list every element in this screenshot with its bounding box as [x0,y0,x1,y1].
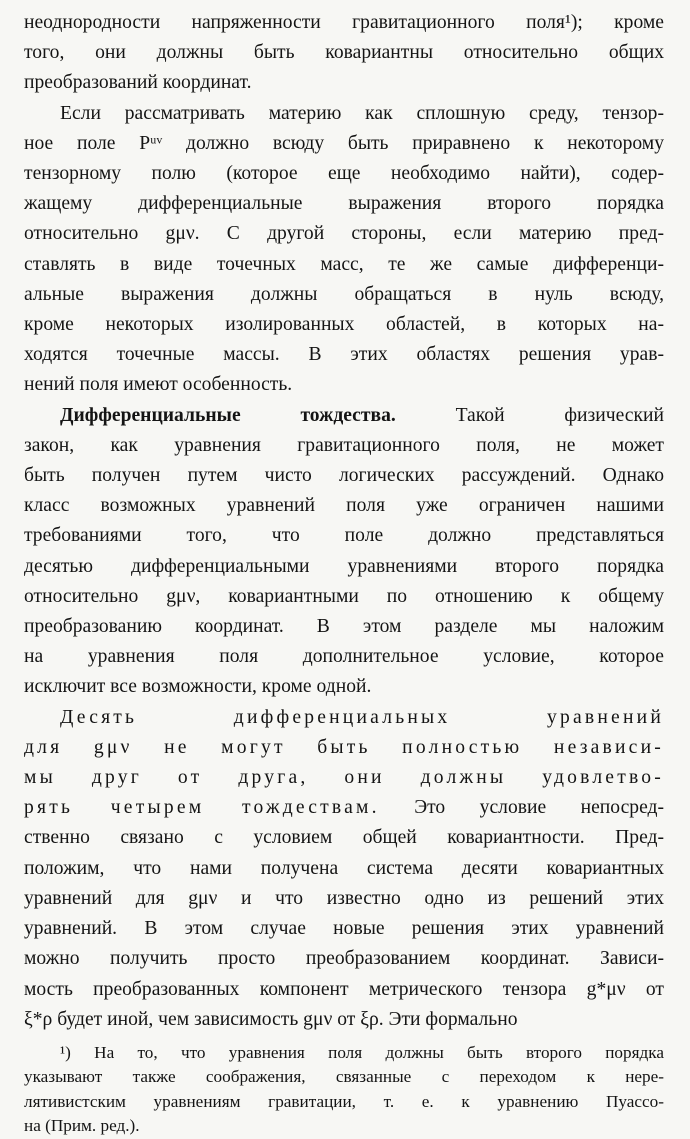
spaced-text-line: для gμν не могут быть полностью независи- [24,736,664,758]
text-line: Если рассматривать материю как сплошную среду, тензор- [60,102,664,124]
text-line: быть получен путем чисто логических рассуждений. Однако [24,465,664,487]
text-line [24,793,664,823]
text-fragment: Такой физический [455,404,664,426]
text-line: мость преобразованных компонент метрического тензора g*μν от [24,978,664,1000]
text-line: преобразованию координат. В этом разделе мы наложим [24,616,664,638]
footnote-line: на (Прим. ред.). [24,1116,140,1136]
text-line: относительно gμν. С другой стороны, если материю пред- [24,223,664,245]
text-line: ξ*ρ будет иной, чем зависимость gμν от ξρ. Эти формально [24,1008,518,1030]
footnote-line: указывают также соображения, связанные с переходом к нере- [24,1067,664,1087]
text-line: десятью дифференциальными уравнениями второго порядка [24,555,664,577]
text-line [24,401,664,431]
spaced-text-fragment: рять четырем тождествам. [24,797,380,819]
paragraph-2 [24,99,664,401]
text-line: ное поле Pᵘᵛ должно всюду быть приравнено к некоторому [24,132,664,154]
footnote-line: ¹) На то, что уравнения поля должны быть второго порядка [60,1042,664,1062]
text-line: неоднородности напряженности гравитационного поля¹); кроме [24,12,664,33]
text-line: ставлять в виде точечных масс, те же самые дифференци- [24,253,664,275]
paragraph-1 [24,8,664,99]
text-line: нений поля имеют особенность. [24,374,293,396]
text-line: преобразований координат. [24,72,252,94]
text-line: уравнений. В этом случае новые решения этих уравнений [24,918,664,940]
text-line: жащему дифференциальные выражения второго порядка [24,193,664,215]
text-line: ственно связано с условием общей ковариантности. Пред- [24,827,664,849]
text-line: относительно gμν, ковариантными по отношению к общему [24,585,664,607]
text-line: исключит все возможности, кроме одной. [24,676,372,698]
text-fragment: Это условие непосред- [414,797,664,819]
spaced-text-line: Десять дифференциальных уравнений [60,706,664,728]
text-line: ходятся точечные массы. В этих областях решения урав- [24,344,664,366]
footnote [24,1041,664,1139]
text-line: требованиями того, что поле должно представляться [24,525,664,547]
section-heading: Дифференциальные тождества. [60,404,396,426]
text-line: тензорному полю (которое еще необходимо найти), содер- [24,163,664,185]
text-line: альные выражения должны обращаться в нуль всюду, [24,283,664,305]
text-line: на уравнения поля дополнительное условие, которое [24,646,664,668]
text-line: класс возможных уравнений поля уже ограничен нашими [24,495,664,517]
footnote-line: лятивистским уравнениям гравитации, т. е. к уравнению Пуассо- [24,1091,664,1111]
text-line: того, они должны быть ковариантны относительно общих [24,42,664,64]
text-line: уравнений для gμν и что известно одно из решений этих [24,887,664,909]
text-line: закон, как уравнения гравитационного поля, не может [24,434,664,456]
text-line: положим, что нами получена система десяти ковариантных [24,857,664,879]
spaced-text-line: мы друг от друга, они должны удовлетво- [24,767,664,789]
paragraph-4 [24,703,664,1035]
paragraph-3 [24,401,664,703]
text-line: можно получить просто преобразованием координат. Зависи- [24,948,664,970]
text-line: кроме некоторых изолированных областей, в которых на- [24,314,664,336]
